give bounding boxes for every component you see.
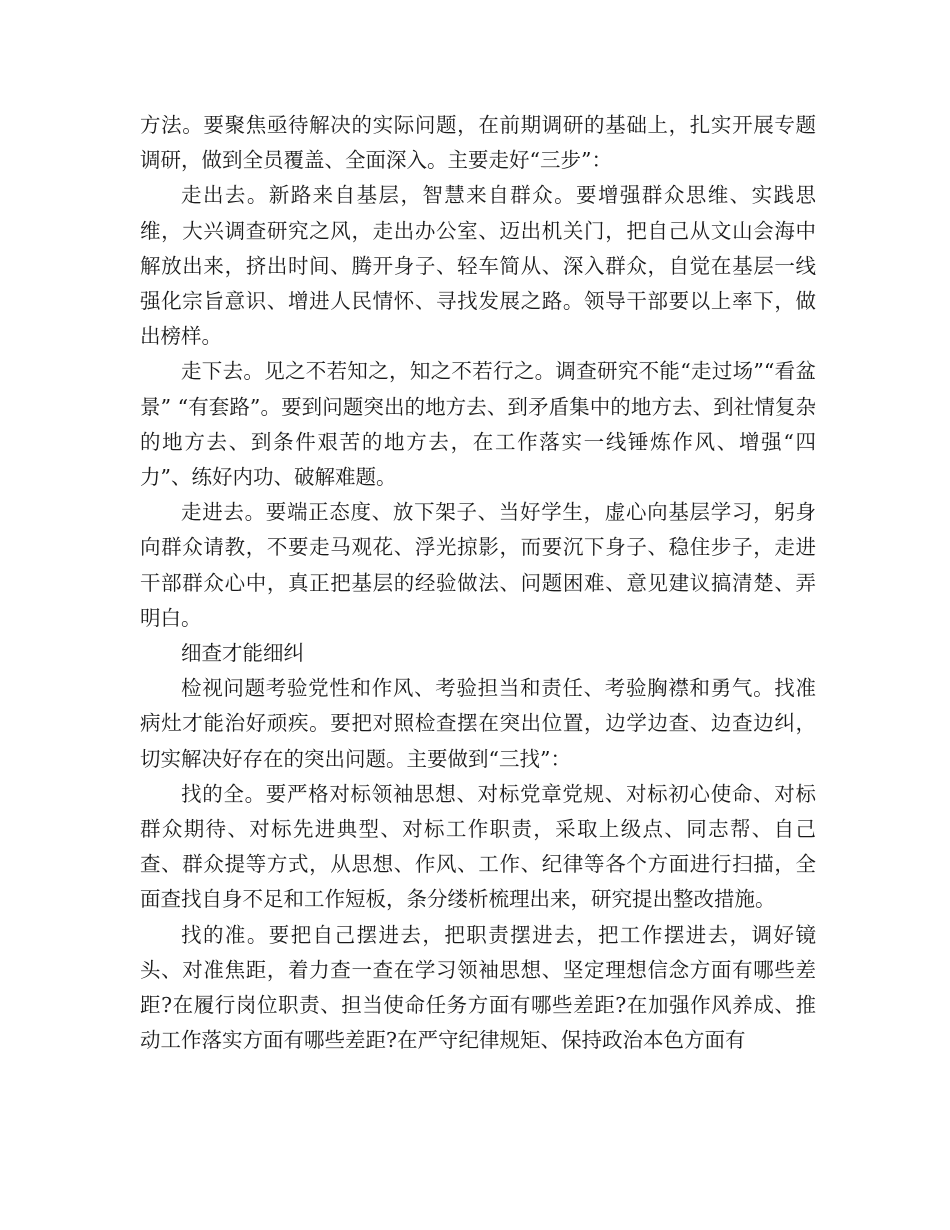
paragraph-go-in: 走进去。要端正态度、放下架子、当好学生，虚心向基层学习，躬身向群众请教，不要走马观花、浮光掠影，而要沉下身子、稳住步子，走进干部群众心中，真正把基层的经验做法、问题困难、意见建议搞清楚、弄明白。 — [140, 500, 816, 630]
paragraph-find-accurate: 找的准。要把自己摆进去，把职责摆进去，把工作摆进去，调好镜头、对准焦距，着力查一查在学习领袖思想、坚定理想信念方面有哪些差距?在履行岗位职责、担当使命任务方面有哪些差距?在加强作风养成、推动工作落实方面有哪些差距?在严守纪律规矩、保持政治本色方面有 — [140, 922, 816, 1053]
section-heading: 细查才能细纠 — [181, 641, 304, 666]
paragraph-intro: 方法。要聚焦亟待解决的实际问题，在前期调研的基础上，扎实开展专题调研，做到全员覆盖、全面深入。主要走好“三步”： — [140, 113, 816, 173]
paragraph-go-down: 走下去。见之不若知之，知之不若行之。调查研究不能“走过场”“看盆景” “有套路”。要到问题突出的地方去、到矛盾集中的地方去、到社情复杂的地方去、到条件艰苦的地方去，在工作落实一线锤炼作风、增强“四力”、练好内功、破解难题。 — [140, 359, 816, 490]
paragraph-find-complete: 找的全。要严格对标领袖思想、对标党章党规、对标初心使命、对标群众期待、对标先进典型、对标工作职责，采取上级点、同志帮、自己查、群众提等方式，从思想、作风、工作、纪律等各个方面进行扫描，全面查找自身不足和工作短板，条分缕析梳理出来，研究提出整改措施。 — [140, 781, 816, 912]
paragraph-inspection: 检视问题考验党性和作风、考验担当和责任、考验胸襟和勇气。找准病灶才能治好顽疾。要把对照检查摆在突出位置，边学边查、边查边纠，切实解决好存在的突出问题。主要做到“三找”： — [140, 676, 816, 771]
paragraph-go-out: 走出去。新路来自基层，智慧来自群众。要增强群众思维、实践思维，大兴调查研究之风，走出办公室、迈出机关门，把自己从文山会海中解放出来，挤出时间、腾开身子、轻车简从、深入群众，自觉在基层一线强化宗旨意识、增进人民情怀、寻找发展之路。领导干部要以上率下，做出榜样。 — [140, 183, 816, 349]
document-body — [140, 108, 816, 1058]
